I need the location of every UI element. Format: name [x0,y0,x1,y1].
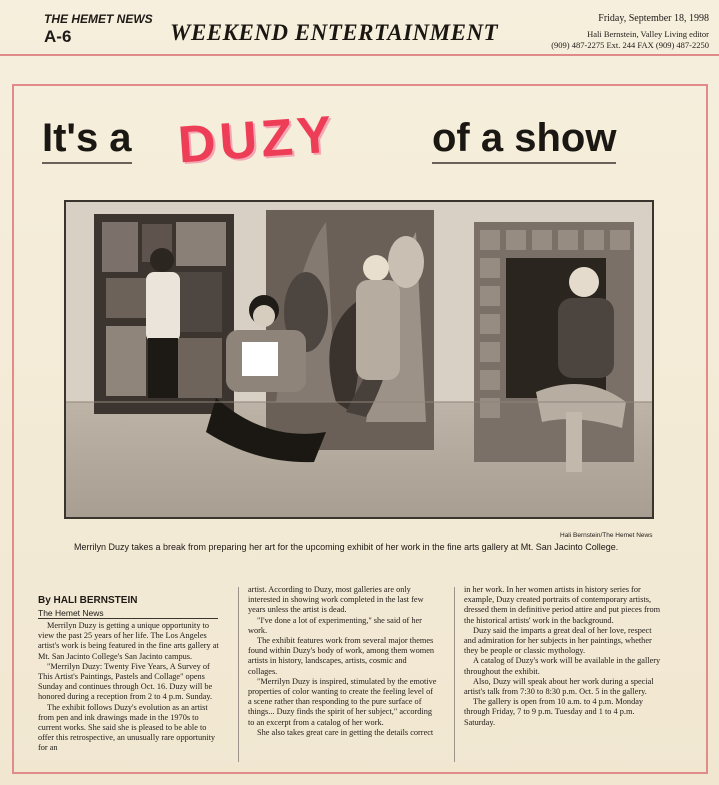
paragraph: "I've done a lot of experimenting," she said of her work. [248,615,422,635]
paper-name: THE HEMET NEWS [44,12,153,26]
article-column-3 [464,585,664,728]
paragraph: "Merrilyn Duzy is inspired, stimulated by the emotive properties of color wanting to create the feeling level of a scene rather than responding to the pure surface of things... Duzy finds the spirit of her subject," according to an excerpt from a catalog of her work. [248,676,437,727]
paragraph: "Merrilyn Duzy: Twenty Five Years, A Survey of This Artist's Paintings, Pastels and Collage" opens Sunday and continues through Oct. 16. Duzy will be honored during a reception from 2 to 4 p.m. Sunday. [38,661,213,702]
paragraph: A catalog of Duzy's work will be available in the gallery throughout the exhibit. [464,656,661,676]
headline-part1: It's a [42,116,132,160]
paragraph: Merrilyn Duzy is getting a unique opportunity to view the past 25 years of her life. The Los Angeles artist's work is being featured in the fine arts gallery at Mt. San Jacinto College's San Jacinto campus. [38,621,219,661]
photo-illustration [66,202,652,517]
byline-source: The Hemet News [38,608,104,618]
section-title: WEEKEND ENTERTAINMENT [170,20,499,45]
article-column-2 [248,585,438,738]
page-number: A-6 [44,27,72,46]
paragraph: The exhibit follows Duzy's evolution as an artist from pen and ink drawings made in the 1970s to current works. She said she is pleased to be able to offer this retrospective, an unusually rare opportunity for an [38,702,216,753]
headline-part2: of a show [432,116,617,160]
headline-accent: DUZY [176,105,338,175]
paragraph: Duzy said the imparts a great deal of her love, respect and admiration for her subjects in her paintings, whether they be people or classic mythology. [464,625,652,656]
byline: By HALI BERNSTEIN [38,595,138,606]
paragraph: in her work. In her women artists in history series for example, Duzy created portraits of contemporary artists, dressed them in definitive period attire and put pieces from the historical artists' work in the background. [464,585,661,625]
photo-credit: Hali Bernstein/The Hemet News [560,532,653,539]
masthead-rule [0,54,719,56]
column-divider [454,587,455,762]
paragraph: Also, Duzy will speak about her work during a special artist's talk from 7:30 to 8:30 p.m. Oct. 5 in the gallery. [464,676,654,697]
article-column-1 [38,621,220,754]
paragraph: The exhibit features work from several major themes found within Duzy's body of work, among them women artists in history, landscapes, artists, cosmic and collages. [248,636,435,676]
photo-caption: Merrilyn Duzy takes a break from preparing her art for the upcoming exhibit of her work in the fine arts gallery at Mt. San Jacinto College. [74,542,619,552]
paragraph: artist. According to Duzy, most galleries are only interested in showing work completed in the last few years unless the artist is dead. [248,585,424,615]
article-photo [64,200,654,519]
paragraph: The gallery is open from 10 a.m. to 4 p.m. Monday through Friday, 7 to 9 p.m. Tuesday and 1 to 4 p.m. Saturday. [464,697,644,727]
byline-rule [38,618,218,619]
contact-line: (909) 487-2275 Ext. 244 FAX (909) 487-2250 [551,40,709,50]
issue-date: Friday, September 18, 1998 [598,13,709,24]
column-divider [238,587,239,762]
editor-line: Hali Bernstein, Valley Living editor [587,29,709,39]
paragraph: She also takes great care in getting the details correct [257,727,434,737]
